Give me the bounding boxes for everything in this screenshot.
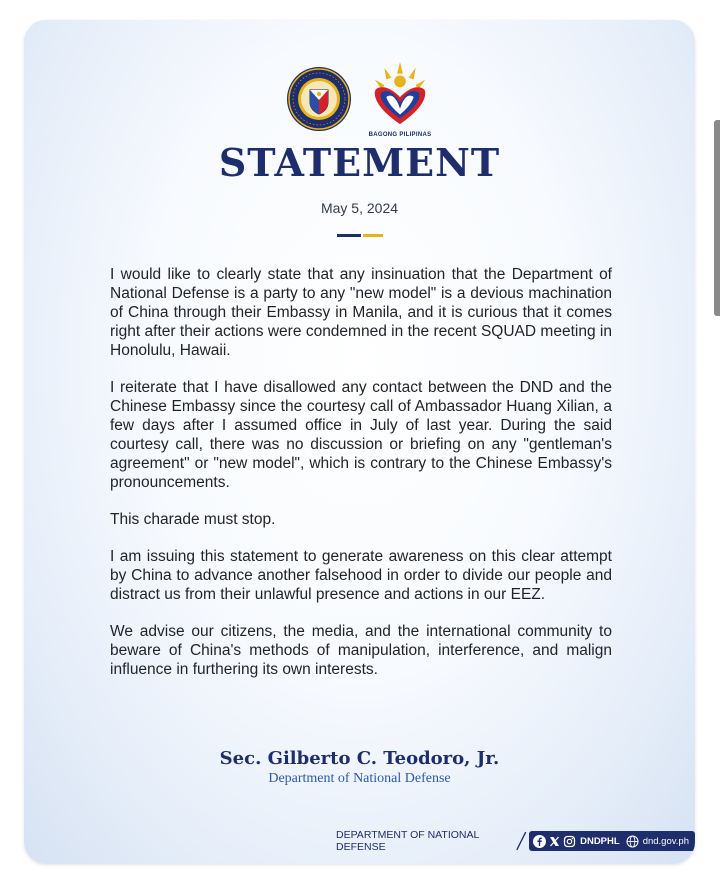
statement-paragraph: I am issuing this statement to generate awareness on this clear attempt by China to advance another falsehood in order to divide our people and distract us from their unlawful presence and actions in our EEZ. [110, 548, 612, 603]
signatory-department: Department of National Defense [268, 771, 451, 786]
slash-divider-icon [515, 830, 528, 852]
statement-date: May 5, 2024 [320, 200, 399, 216]
statement-paragraph: This charade must stop. [110, 511, 276, 528]
page-title: STATEMENT [218, 140, 501, 185]
social-bar [529, 831, 695, 851]
website-link[interactable]: dnd.gov.ph [642, 835, 689, 847]
dnd-seal-icon [286, 66, 352, 132]
header-logos [24, 58, 695, 148]
bagong-pilipinas-icon [364, 60, 436, 130]
bagong-pilipinas-logo [364, 60, 436, 142]
statement-paragraph: I reiterate that I have disallowed any contact between the DND and the Chinese Embassy since the courtesy call of Ambassador Huang Xilian, a few days after I assumed office in July of last year. During the said courtesy call, there was no discussion or briefing on any "gentleman's agreement" or "new model", which is contrary to the Chinese Embassy's pronouncements. [110, 379, 612, 491]
footer [336, 830, 695, 852]
x-icon[interactable] [548, 835, 561, 848]
statement-paragraph: I would like to clearly state that any insinuation that the Department of National Defense is a party to any "new model" is a devious machination of China through their Embassy in Manila, and it is curious that it comes right after their actions were condemned in the recent SQUAD meeting in Honolulu, Hawaii. [110, 266, 612, 359]
instagram-icon[interactable] [563, 835, 576, 848]
social-handle: DNDPHL [580, 835, 620, 847]
title-divider [337, 234, 383, 237]
statement-paragraph: We advise our citizens, the media, and the international community to beware of China's methods of manipulation, interference, and malign influence in furthering its own interests. [110, 623, 612, 678]
footer-department: DEPARTMENT OF NATIONAL DEFENSE [336, 829, 479, 853]
signatory-name: Sec. Gilberto C. Teodoro, Jr. [219, 748, 500, 769]
statement-body [110, 265, 612, 697]
scrollbar-thumb[interactable] [714, 120, 720, 316]
facebook-icon[interactable] [533, 835, 546, 848]
globe-icon [626, 835, 639, 848]
statement-card [24, 20, 695, 864]
bagong-pilipinas-label: BAGONG PILIPINAS [368, 132, 432, 138]
signature-block [24, 748, 695, 787]
